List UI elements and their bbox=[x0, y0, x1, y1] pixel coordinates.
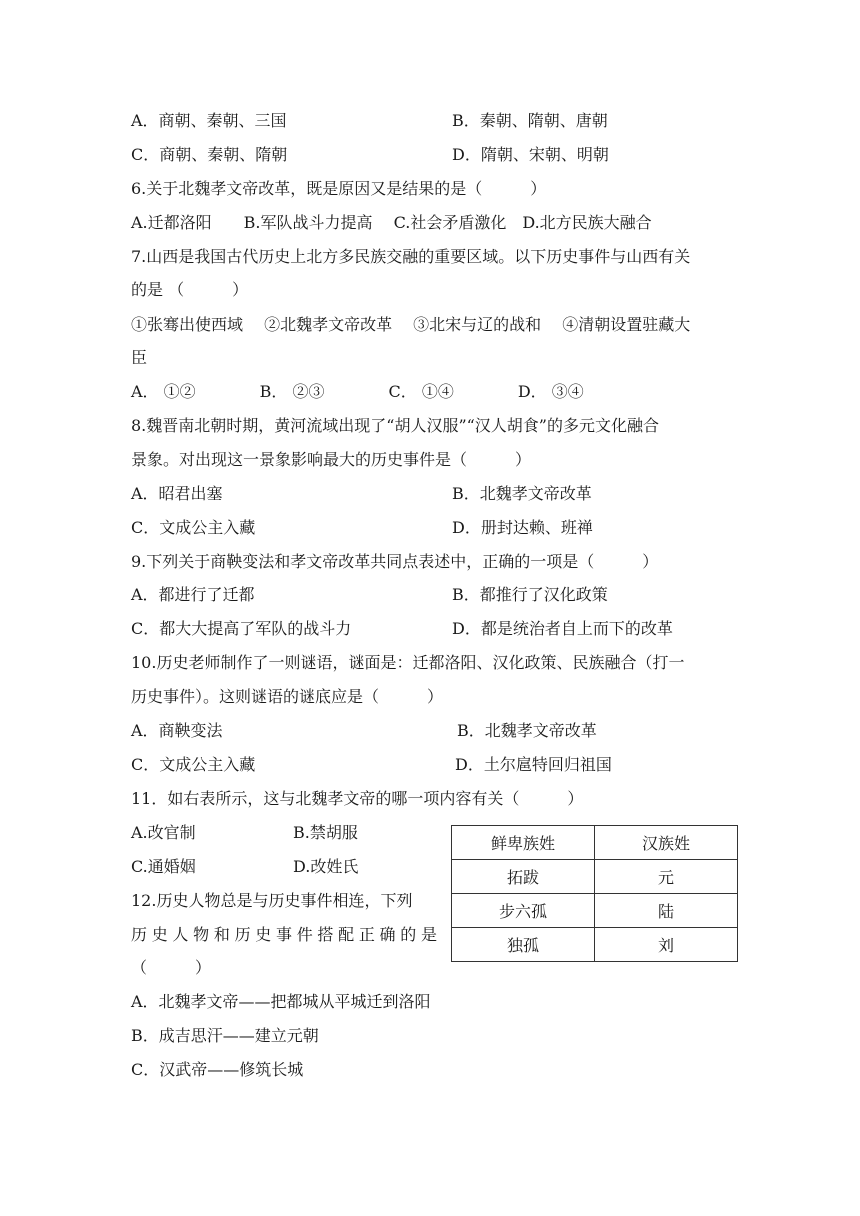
q10-stem-line2: 历史事件）。这则谜语的谜底应是（ ） bbox=[131, 687, 444, 706]
q7-items-line1: ①张骞出使西域 ②北魏孝文帝改革 ③北宋与辽的战和 ④清朝设置驻藏大 bbox=[131, 315, 691, 334]
table-header: 汉族姓 bbox=[595, 826, 738, 860]
q12-stem-line3: （ ） bbox=[131, 958, 212, 977]
table-row bbox=[452, 860, 738, 894]
q8-option-d: D．册封达赖、班禅 bbox=[452, 518, 593, 537]
table-cell: 拓跋 bbox=[452, 860, 595, 894]
q9-option-a: A．都进行了迁都 bbox=[131, 585, 255, 604]
q12-option-c: C．汉武帝——修筑长城 bbox=[131, 1060, 304, 1079]
table-header-row bbox=[452, 826, 738, 860]
q6-stem: 6.关于北魏孝文帝改革，既是原因又是结果的是（ ） bbox=[131, 179, 547, 198]
q9-option-c: C．都大大提高了军队的战斗力 bbox=[131, 619, 352, 638]
q8-stem-line1: 8.魏晋南北朝时期，黄河流域出现了“胡人汉服”“汉人胡食”的多元文化融合 bbox=[131, 416, 659, 435]
q8-option-a: A．昭君出塞 bbox=[131, 484, 223, 503]
q12-option-b: B．成吉思汗——建立元朝 bbox=[131, 1026, 319, 1045]
q7-stem-line2: 的是 （ ） bbox=[131, 280, 249, 299]
table-cell: 步六孤 bbox=[452, 894, 595, 928]
q5-option-c: C．商朝、秦朝、隋朝 bbox=[131, 145, 288, 164]
q10-option-a: A．商鞅变法 bbox=[131, 721, 223, 740]
q11-option-a: A.改官制 bbox=[131, 823, 196, 842]
q10-option-b: B．北魏孝文帝改革 bbox=[457, 721, 597, 740]
table-header: 鲜卑族姓 bbox=[452, 826, 595, 860]
q8-stem-line2: 景象。对出现这一景象影响最大的历史事件是（ ） bbox=[131, 450, 532, 469]
table-cell: 独孤 bbox=[452, 928, 595, 962]
table-cell: 元 bbox=[595, 860, 738, 894]
q7-items-line2: 臣 bbox=[131, 348, 148, 367]
q9-stem: 9.下列关于商鞅变法和孝文帝改革共同点表述中，正确的一项是（ ） bbox=[131, 552, 659, 571]
q12-stem-line1: 12.历史人物总是与历史事件相连，下列 bbox=[131, 891, 413, 910]
q7-options: A． ①② B． ②③ C． ①④ D． ③④ bbox=[131, 382, 584, 401]
table-cell: 刘 bbox=[595, 928, 738, 962]
table-row bbox=[452, 894, 738, 928]
table-cell: 陆 bbox=[595, 894, 738, 928]
q5-option-a: A．商朝、秦朝、三国 bbox=[131, 111, 287, 130]
q12-stem-line2: 历史人物和历史事件搭配正确的是 bbox=[131, 925, 437, 944]
q7-stem-line1: 7.山西是我国古代历史上北方多民族交融的重要区域。以下历史事件与山西有关 bbox=[131, 247, 691, 266]
q8-option-b: B．北魏孝文帝改革 bbox=[452, 484, 592, 503]
q11-option-d: D.改姓氏 bbox=[293, 857, 359, 876]
q9-option-d: D．都是统治者自上而下的改革 bbox=[452, 619, 673, 638]
q9-option-b: B．都推行了汉化政策 bbox=[452, 585, 608, 604]
q5-option-b: B．秦朝、隋朝、唐朝 bbox=[452, 111, 608, 130]
q5-option-d: D．隋朝、宋朝、明朝 bbox=[452, 145, 609, 164]
q8-option-c: C．文成公主入藏 bbox=[131, 518, 256, 537]
q10-stem-line1: 10.历史老师制作了一则谜语，谜面是：迁都洛阳、汉化政策、民族融合（打一 bbox=[131, 653, 685, 672]
q10-option-d: D．土尔扈特回归祖国 bbox=[455, 755, 612, 774]
q11-option-b: B.禁胡服 bbox=[293, 823, 358, 842]
q11-option-c: C.通婚姻 bbox=[131, 857, 196, 876]
q12-option-a: A．北魏孝文帝——把都城从平城迁到洛阳 bbox=[131, 992, 431, 1011]
surname-table bbox=[451, 825, 738, 962]
table-row bbox=[452, 928, 738, 962]
q10-option-c: C．文成公主入藏 bbox=[131, 755, 256, 774]
q11-stem: 11．如右表所示，这与北魏孝文帝的哪一项内容有关（ ） bbox=[131, 789, 584, 808]
q6-options: A.迁都洛阳 B.军队战斗力提高 C.社会矛盾激化 D.北方民族大融合 bbox=[131, 213, 652, 232]
